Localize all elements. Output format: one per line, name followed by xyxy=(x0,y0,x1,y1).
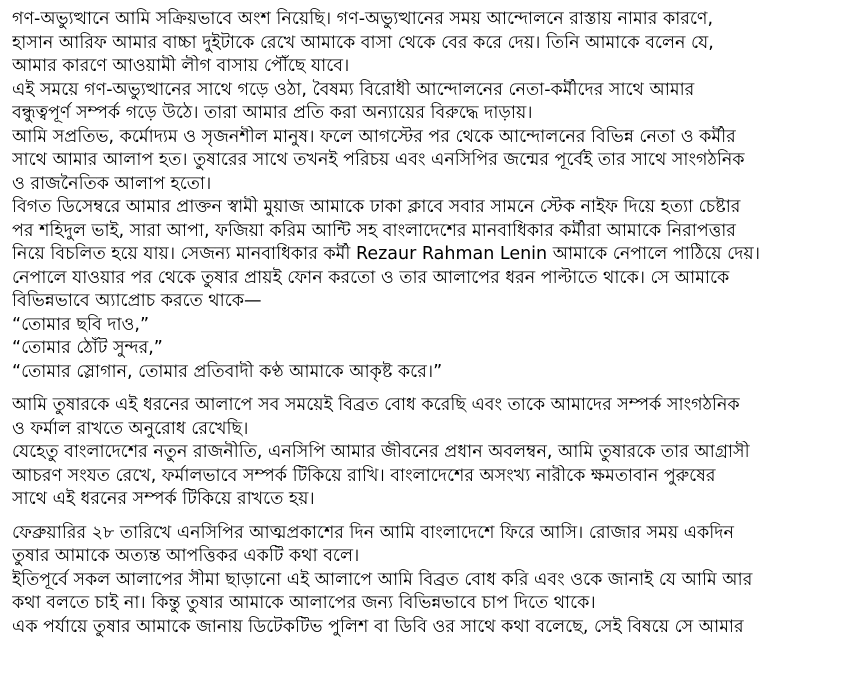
text-line: আচরণ সংযত রেখে, ফর্মালভাবে সম্পর্ক টিকিয়ে রাখি। বাংলাদেশের অসংখ্য নারীকে ক্ষমতাবান পুরুষের xyxy=(12,465,716,486)
text-line: তুষার আমাকে অত্যন্ত আপত্তিকর একটি কথা বলে। xyxy=(12,546,360,566)
text-line: ইতিপূর্বে সকল আলাপের সীমা ছাড়ানো এই আলাপে আমি বিব্রত বোধ করি এবং ওকে জানাই যে আমি আর xyxy=(12,569,753,590)
text-line: বিগত ডিসেম্বরে আমার প্রাক্তন স্বামী মুয়াজ আমাকে ঢাকা ক্লাবে সবার সামনে স্টেক নাইফ দিয়ে হত্যা চেষ্টার xyxy=(12,197,741,217)
text-line: বিভিন্নভাবে অ্যাপ্রোচ করতে থাকে— xyxy=(12,291,262,311)
text-line: এক পর্যায়ে তুষার আমাকে জানায় ডিটেকটিভ পুলিশ বা ডিবি ওর সাথে কথা বলেছে, সেই বিষয়ে সে আমার xyxy=(12,616,744,637)
quote-line: “তোমার ঠোঁট সুন্দর,” xyxy=(12,338,163,358)
quote-line: “তোমার ছবি দাও,” xyxy=(12,314,150,335)
text-line: যেহেতু বাংলাদেশের নতুন রাজনীতি, এনসিপি আমার জীবনের প্রধান অবলম্বন, আমি তুষারকে তার আগ্রাসী xyxy=(12,442,750,462)
text-line: আমি সপ্রতিভ, কর্মোদ্যম ও সৃজনশীল মানুষ। ফলে আগস্টের পর থেকে আন্দোলনের বিভিন্ন নেতা ও কর্মীর xyxy=(12,126,736,147)
text-line: সাথে এই ধরনের সম্পর্ক টিকিয়ে রাখতে হয়। xyxy=(12,489,315,509)
text-line: আমি তুষারকে এই ধরনের আলাপে সব সময়েই বিব্রত বোধ করেছি এবং তাকে আমাদের সম্পর্ক সাংগঠনিক xyxy=(12,395,740,415)
text-line: আমার কারণে আওয়ামী লীগ বাসায় পৌঁছে যাবে। xyxy=(12,56,350,76)
text-line: নিয়ে বিচলিত হয়ে যায়। সেজন্য মানবাধিকার কর্মী Rezaur Rahman Lenin আমাকে নেপালে পাঠিয়ে দেয়। xyxy=(12,244,760,264)
text-line: হাসান আরিফ আমার বাচ্চা দুইটাকে রেখে আমাকে বাসা থেকে বের করে দেয়। তিনি আমাকে বলেন যে, xyxy=(12,32,714,53)
text-line: নেপালে যাওয়ার পর থেকে তুষার প্রায়ই ফোন করতো ও তার আলাপের ধরন পাল্টাতে থাকে। সে আমাকে xyxy=(12,267,730,288)
quote-line: “তোমার স্লোগান, তোমার প্রতিবাদী কণ্ঠ আমাকে আকৃষ্ট করে।” xyxy=(12,361,443,382)
text-line: ও ফর্মাল রাখতে অনুরোধ রেখেছি। xyxy=(12,418,249,439)
text-line: এই সময়ে গণ-অভ্যুত্থানের সাথে গড়ে ওঠা, বৈষম্য বিরোধী আন্দোলনের নেতা-কর্মীদের সাথে আমার xyxy=(12,79,695,100)
text-line: কথা বলতে চাই না। কিন্তু তুষার আমাকে আলাপের জন্য বিভিন্নভাবে চাপ দিতে থাকে। xyxy=(12,593,596,613)
text-line: সাথে আমার আলাপ হত। তুষারের সাথে তখনই পরিচয় এবং এনসিপির জন্মের পূর্বেই তার সাথে সাংগঠনিক xyxy=(12,150,745,170)
text-line: বন্ধুত্বপূর্ণ সম্পর্ক গড়ে উঠে। তারা আমার প্রতি করা অন্যায়ের বিরুদ্ধে দাড়ায়। xyxy=(12,103,533,123)
text-line: পর শহিদুল ভাই, সারা আপা, ফজিয়া করিম আন্টি সহ বাংলাদেশের মানবাধিকার কর্মীরা আমাকে নিরাপত্তার xyxy=(12,220,736,241)
text-line: ফেব্রুয়ারির ২৮ তারিখে এনসিপির আত্মপ্রকাশের দিন আমি বাংলাদেশে ফিরে আসি। রোজার সময় একদিন xyxy=(12,522,734,543)
text-line: গণ-অভ্যুত্থানে আমি সক্রিয়ভাবে অংশ নিয়েছি। গণ-অভ্যুত্থানের সময় আন্দোলনে রাস্তায় নামার কারণে, xyxy=(12,9,714,29)
text-line: ও রাজনৈতিক আলাপ হতো। xyxy=(12,173,212,194)
document-body xyxy=(12,8,867,639)
